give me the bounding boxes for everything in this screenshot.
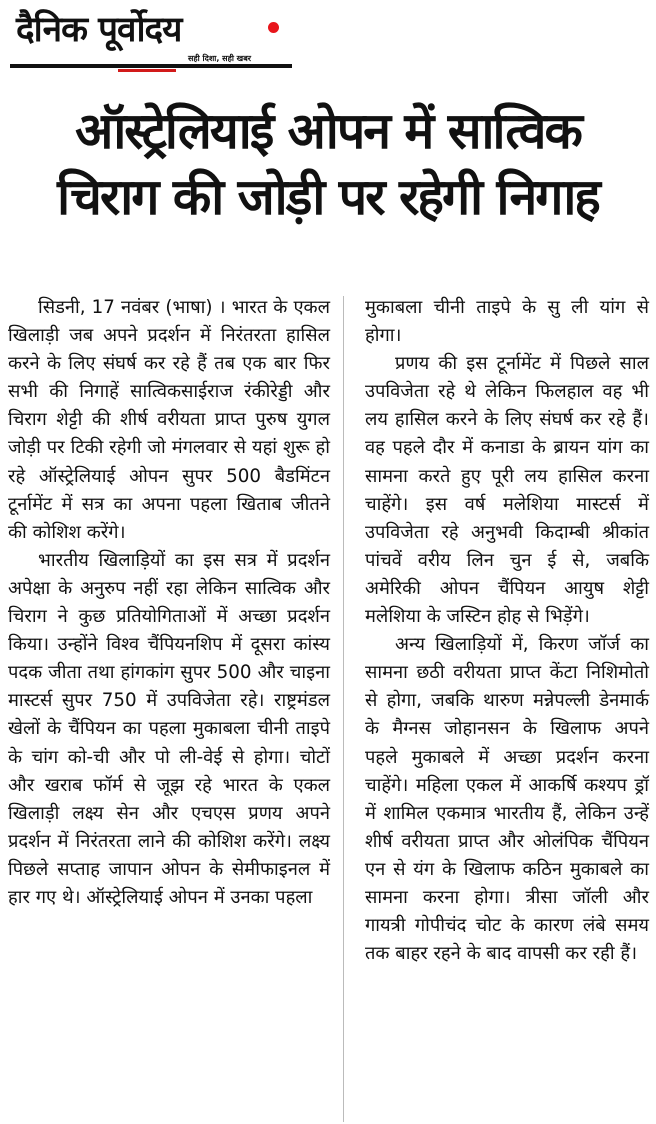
- headline-line-2: चिराग की जोड़ी पर रहेगी निगाह: [57, 168, 599, 226]
- article-paragraph: [8, 294, 330, 547]
- article-column-right: [365, 294, 649, 968]
- masthead-tagline: सही दिशा, सही खबर: [188, 54, 252, 63]
- headline-line-1: ऑस्ट्रेलियाई ओपन में सात्विक: [75, 102, 581, 160]
- masthead-red-accent: [118, 69, 176, 72]
- article-dateline: सिडनी, 17 नवंबर (भाषा) ।: [38, 297, 226, 318]
- article-paragraph: भारतीय खिलाड़ियों का इस सत्र में प्रदर्शन अपेक्षा के अनुरुप नहीं रहा लेकिन सात्विक और चिराग ने कुछ प्रतियोगिताओं में अच्छा प्रदर्शन किया। उन्होंने विश्व चैंपियनशिप में दूसरा कांस्य पदक जीता तथा हांगकांग सुपर 500 और चाइना मास्टर्स सुपर 750 में उपविजेता रहे। राष्ट्रमंडल खेलों के चैंपियन का पहला मुकाबला चीनी ताइपे के चांग को-ची और पो ली-वेई से होगा। चोटों और खराब फॉर्म से जूझ रहे भारत के एकल खिलाड़ी लक्ष्य सेन और एचएस प्रणय अपने प्रदर्शन में निरंतरता लाने की कोशिश करेंगे। लक्ष्य पिछले सप्ताह जापान ओपन के सेमीफाइनल में हार गए थे। ऑस्ट्रेलियाई ओपन में उनका पहला: [8, 549, 330, 908]
- article-paragraph: अन्य खिलाड़ियों में, किरण जॉर्ज का सामना छठी वरीयता प्राप्त केंटा निशिमोतो से होगा, जबकि थारुण मन्नेपल्ली डेनमार्क के मैग्नस जोहानसन के खिलाफ अपने पहले मुकाबले में अच्छा प्रदर्शन करना चाहेंगे। महिला एकल में आकर्षि कश्यप ड्रॉ में शामिल एकमात्र भारतीय हैं, लेकिन उन्हें शीर्ष वरीयता प्राप्त और ओलंपिक चैंपियन एन से यंग के खिलाफ कठिन मुकाबले का सामना करना होगा। त्रीसा जॉली और गायत्री गोपीचंद चोट के कारण लंबे समय तक बाहर रहने के बाद वापसी कर रही हैं।: [365, 634, 649, 965]
- logo-red-dot-icon: [268, 22, 279, 33]
- article-headline: [12, 98, 644, 230]
- article-paragraph: मुकाबला चीनी ताइपे के सु ली यांग से होगा।: [365, 297, 649, 347]
- newspaper-logo: दैनिक पूर्वोदय: [16, 9, 182, 50]
- column-divider: [343, 296, 344, 1122]
- article-column-left: [8, 294, 330, 912]
- masthead: [10, 6, 292, 76]
- masthead-rule: [10, 64, 292, 68]
- paragraph-text: भारत के एकल खिलाड़ी जब अपने प्रदर्शन में निरंतरता हासिल करने के लिए संघर्ष कर रहे हैं तब एक बार फिर सभी की निगाहें सात्विकसाईराज रंकीरेड्डी और चिराग शेट्टी की शीर्ष वरीयता प्राप्त पुरुष युगल जोड़ी पर टिकी रहेगी जो मंगलवार से यहां शुरू हो रहे ऑस्ट्रेलियाई ओपन सुपर 500 बैडमिंटन टूर्नामेंट में सत्र का अपना पहला खिताब जीतने की कोशिश करेंगे।: [8, 297, 330, 543]
- article-paragraph: प्रणय की इस टूर्नामेंट में पिछले साल उपविजेता रहे थे लेकिन फिलहाल वह भी लय हासिल करने के लिए संघर्ष कर रहे हैं। वह पहले दौर में कनाडा के ब्रायन यांग का सामना करते हुए पूरी लय हासिल करना चाहेंगे। इस वर्ष मलेशिया मास्टर्स में उपविजेता रहे अनुभवी किदाम्बी श्रीकांत पांचवें वरीय लिन चुन ई से, जबकि अमेरिकी ओपन चैंपियन आयुष शेट्टी मलेशिया के जस्टिन होह से भिड़ेंगे।: [365, 353, 649, 628]
